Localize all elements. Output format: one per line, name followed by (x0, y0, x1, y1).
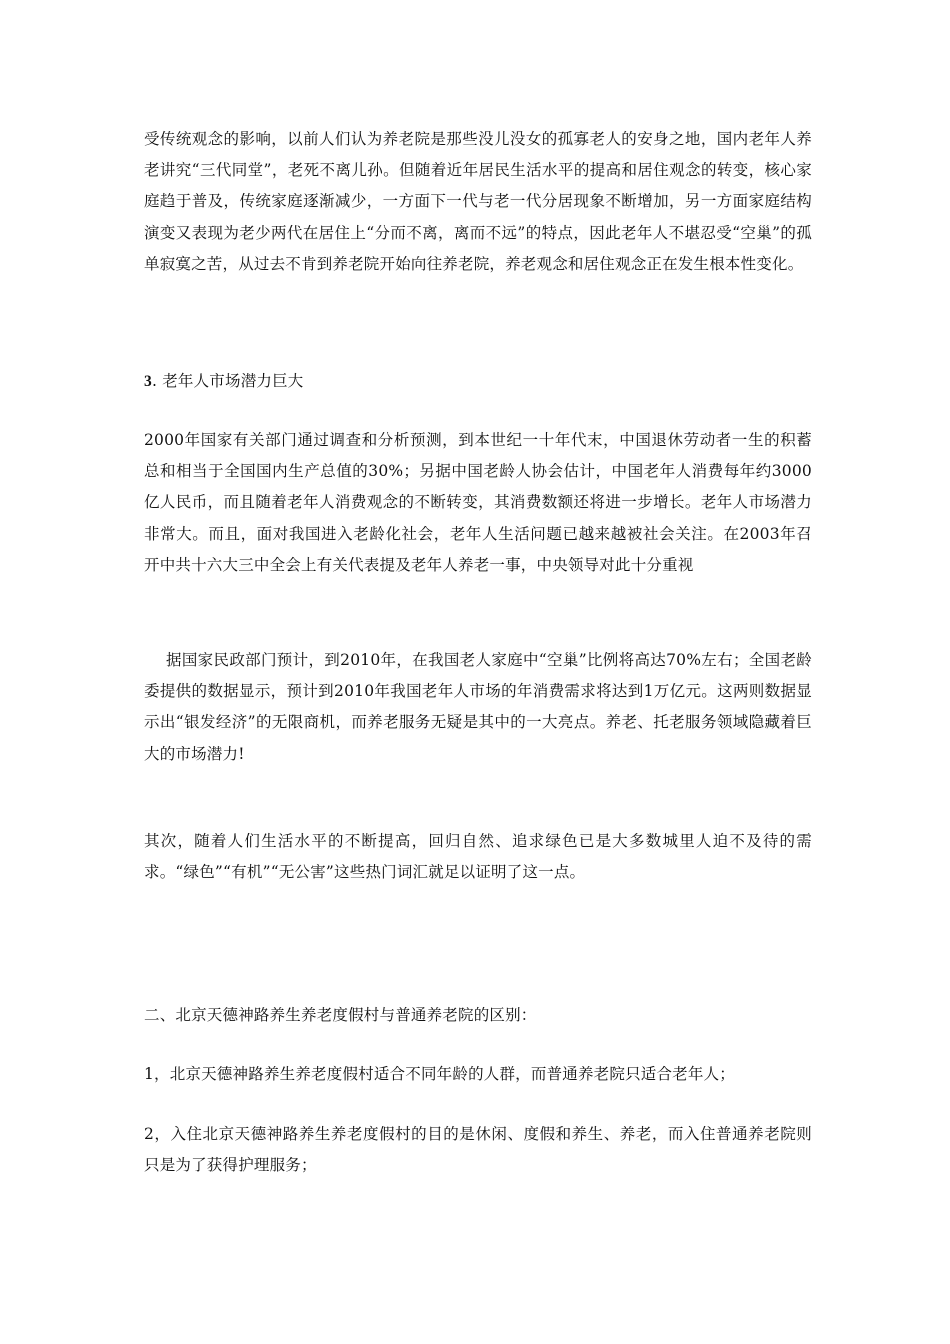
list-item-2: 2，入住北京天德神路养生养老度假村的目的是休闲、度假和养生、养老，而入住普通养老院则只是为了获得护理服务； (144, 1125, 812, 1175)
paragraph-traditional-views: 受传统观念的影响，以前人们认为养老院是那些没儿没女的孤寡老人的安身之地，国内老年人养老讲究“三代同堂”，老死不离儿孙。但随着近年居民生活水平的提高和居住观念的转变，核心家庭趋于普及，传统家庭逐渐减少，一方面下一代与老一代分居现象不断增加，另一方面家庭结构演变又表现为老少两代在居住上“分而不离，离而不远”的特点，因此老年人不堪忍受“空巢”的孤单寂寞之苦，从过去不肯到养老院开始向往养老院，养老观念和居住观念正在发生根本性变化。 (144, 130, 812, 273)
heading-number: 3 (144, 373, 152, 390)
paragraph-market-forecast: 2000年国家有关部门通过调查和分析预测，到本世纪一十年代末，中国退休劳动者一生的积蓄总和相当于全国国内生产总值的30%；另据中国老龄人协会估计，中国老年人消费每年约3000亿人民币，而且随着老年人消费观念的不断转变，其消费数额还将进一步增长。老年人市场潜力非常大。而且，面对我国进入老龄化社会，老年人生活问题已越来越被社会关注。在2003年召开中共十六大三中全会上有关代表提及老年人养老一事，中央领导对此十分重视 (144, 431, 812, 574)
heading-market-potential (144, 366, 812, 397)
list-item-1: 1，北京天德神路养生养老度假村适合不同年龄的人群，而普通养老院只适合老年人； (144, 1065, 735, 1083)
heading-text: . 老年人市场潜力巨大 (151, 372, 304, 390)
paragraph-green-demand: 其次，随着人们生活水平的不断提高，回归自然、追求绿色已是大多数城里人迫不及待的需求。“绿色”“有机”“无公害”这些热门词汇就足以证明了这一点。 (144, 832, 812, 882)
paragraph-empty-nest-data: 据国家民政部门预计，到2010年，在我国老人家庭中“空巢”比例将高达70%左右；全国老龄委提供的数据显示，预计到2010年我国老年人市场的年消费需求将达到1万亿元。这两则数据显示出“银发经济”的无限商机，而养老服务无疑是其中的一大亮点。养老、托老服务领域隐藏着巨大的市场潜力! (144, 651, 812, 763)
section-2-title: 二、北京天德神路养生养老度假村与普通养老院的区别： (144, 1006, 537, 1024)
